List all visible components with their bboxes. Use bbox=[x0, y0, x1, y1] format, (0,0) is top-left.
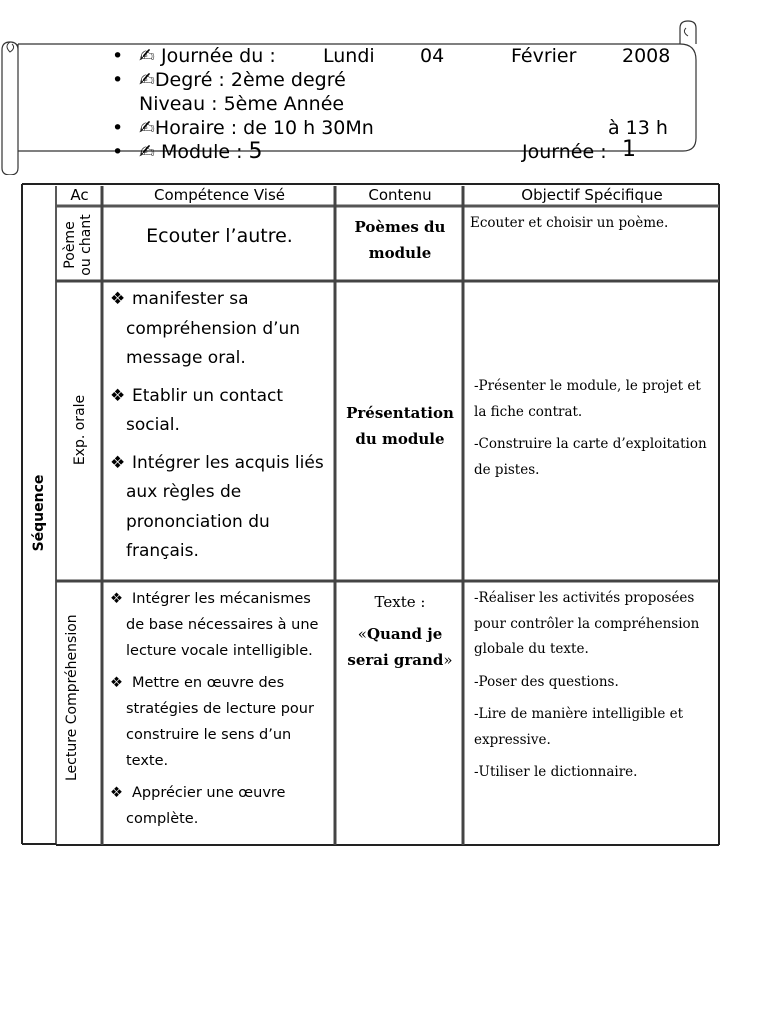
contenu-texte bbox=[337, 589, 463, 673]
objectif-poeme bbox=[470, 213, 715, 233]
objectif-item: -Lire de manière intelligible et expressive. bbox=[474, 706, 684, 748]
texte-title: Quand je serai grand bbox=[347, 625, 444, 669]
journee-label: Journée du : bbox=[160, 45, 276, 67]
competence-item: ❖ Apprécier une œuvre complète. bbox=[110, 780, 332, 832]
diamond-bullet-icon: ❖ bbox=[110, 591, 123, 607]
row-ac-lecture: Lecture Compréhension bbox=[64, 614, 80, 781]
module-number: 5 bbox=[248, 139, 263, 164]
objectif-item: -Poser des questions. bbox=[474, 673, 619, 690]
row-ac-poeme bbox=[62, 195, 96, 295]
column-header-contenu: Contenu bbox=[368, 186, 432, 204]
journee-count-label: Journée : bbox=[522, 141, 607, 163]
pointer-icon: ✍ bbox=[139, 141, 155, 163]
bullet-icon: • bbox=[112, 45, 124, 67]
objectif-item: Ecouter et choisir un poème. bbox=[470, 215, 669, 231]
day-value: Lundi bbox=[323, 45, 375, 67]
texte-label: Texte : bbox=[374, 593, 426, 611]
objectif-lecture bbox=[474, 586, 714, 786]
ac-line-1: Poème bbox=[62, 221, 78, 269]
competence-list-exp-orale bbox=[110, 285, 332, 567]
module-label: Module : bbox=[160, 141, 243, 163]
objectif-item: -Réaliser les activités proposées pour contrôler la compréhension globale du texte. bbox=[474, 590, 700, 657]
date-number: 04 bbox=[420, 45, 445, 67]
horaire-end: à 13 h bbox=[608, 117, 668, 139]
bullet-icon: • bbox=[112, 117, 124, 139]
objectif-item: -Construire la carte d’exploitation de pistes. bbox=[474, 436, 707, 478]
competence-item: ❖ Etablir un contact social. bbox=[110, 382, 332, 441]
diamond-bullet-icon: ❖ bbox=[110, 675, 123, 691]
column-header-competence: Compétence Visé bbox=[153, 186, 285, 204]
competence-list-lecture bbox=[110, 586, 332, 832]
objectif-item: -Utiliser le dictionnaire. bbox=[474, 764, 638, 780]
competence-item: ❖ manifester sa compréhension d’un message oral. bbox=[110, 285, 332, 374]
pointer-icon: ✍ bbox=[139, 45, 155, 67]
contenu-presentation: Présentation du module bbox=[346, 404, 454, 448]
column-header-objectif: Objectif Spécifique bbox=[521, 186, 663, 204]
horaire-text: Horaire : de 10 h 30Mn bbox=[154, 117, 374, 139]
sequence-label: Séquence bbox=[31, 474, 47, 552]
contenu-poemes: Poèmes du module bbox=[354, 218, 446, 262]
competence-ecouter: Ecouter l’autre. bbox=[146, 225, 293, 247]
month-value: Février bbox=[511, 45, 577, 67]
ac-line-2: ou chant bbox=[78, 214, 94, 276]
column-header-ac: Ac bbox=[70, 186, 89, 204]
diamond-bullet-icon: ❖ bbox=[110, 385, 126, 406]
objectif-item: -Présenter le module, le projet et la fiche contrat. bbox=[474, 378, 701, 420]
pointer-icon: ✍ bbox=[139, 69, 155, 91]
degre-text: Degré : 2ème degré bbox=[154, 69, 346, 91]
texte-title-block: «Quand je serai grand» bbox=[347, 625, 453, 669]
diamond-bullet-icon: ❖ bbox=[110, 785, 123, 801]
objectif-exp-orale bbox=[474, 373, 714, 483]
competence-item: ❖ Intégrer les acquis liés aux règles de prononciation du français. bbox=[110, 449, 332, 567]
diamond-bullet-icon: ❖ bbox=[110, 289, 126, 309]
year-value: 2008 bbox=[622, 45, 671, 67]
bullet-icon: • bbox=[112, 141, 124, 163]
niveau-text: Niveau : 5ème Année bbox=[139, 93, 345, 115]
competence-item: ❖ Mettre en œuvre des stratégies de lecture pour construire le sens d’un texte. bbox=[110, 670, 332, 774]
pointer-icon: ✍ bbox=[139, 117, 155, 139]
diamond-bullet-icon: ❖ bbox=[110, 452, 126, 473]
competence-item: ❖ Intégrer les mécanismes de base nécessaires à une lecture vocale intelligible. bbox=[110, 586, 332, 664]
row-ac-exp-orale: Exp. orale bbox=[72, 394, 88, 466]
bullet-icon: • bbox=[112, 69, 124, 91]
journee-count-value: 1 bbox=[622, 137, 636, 162]
